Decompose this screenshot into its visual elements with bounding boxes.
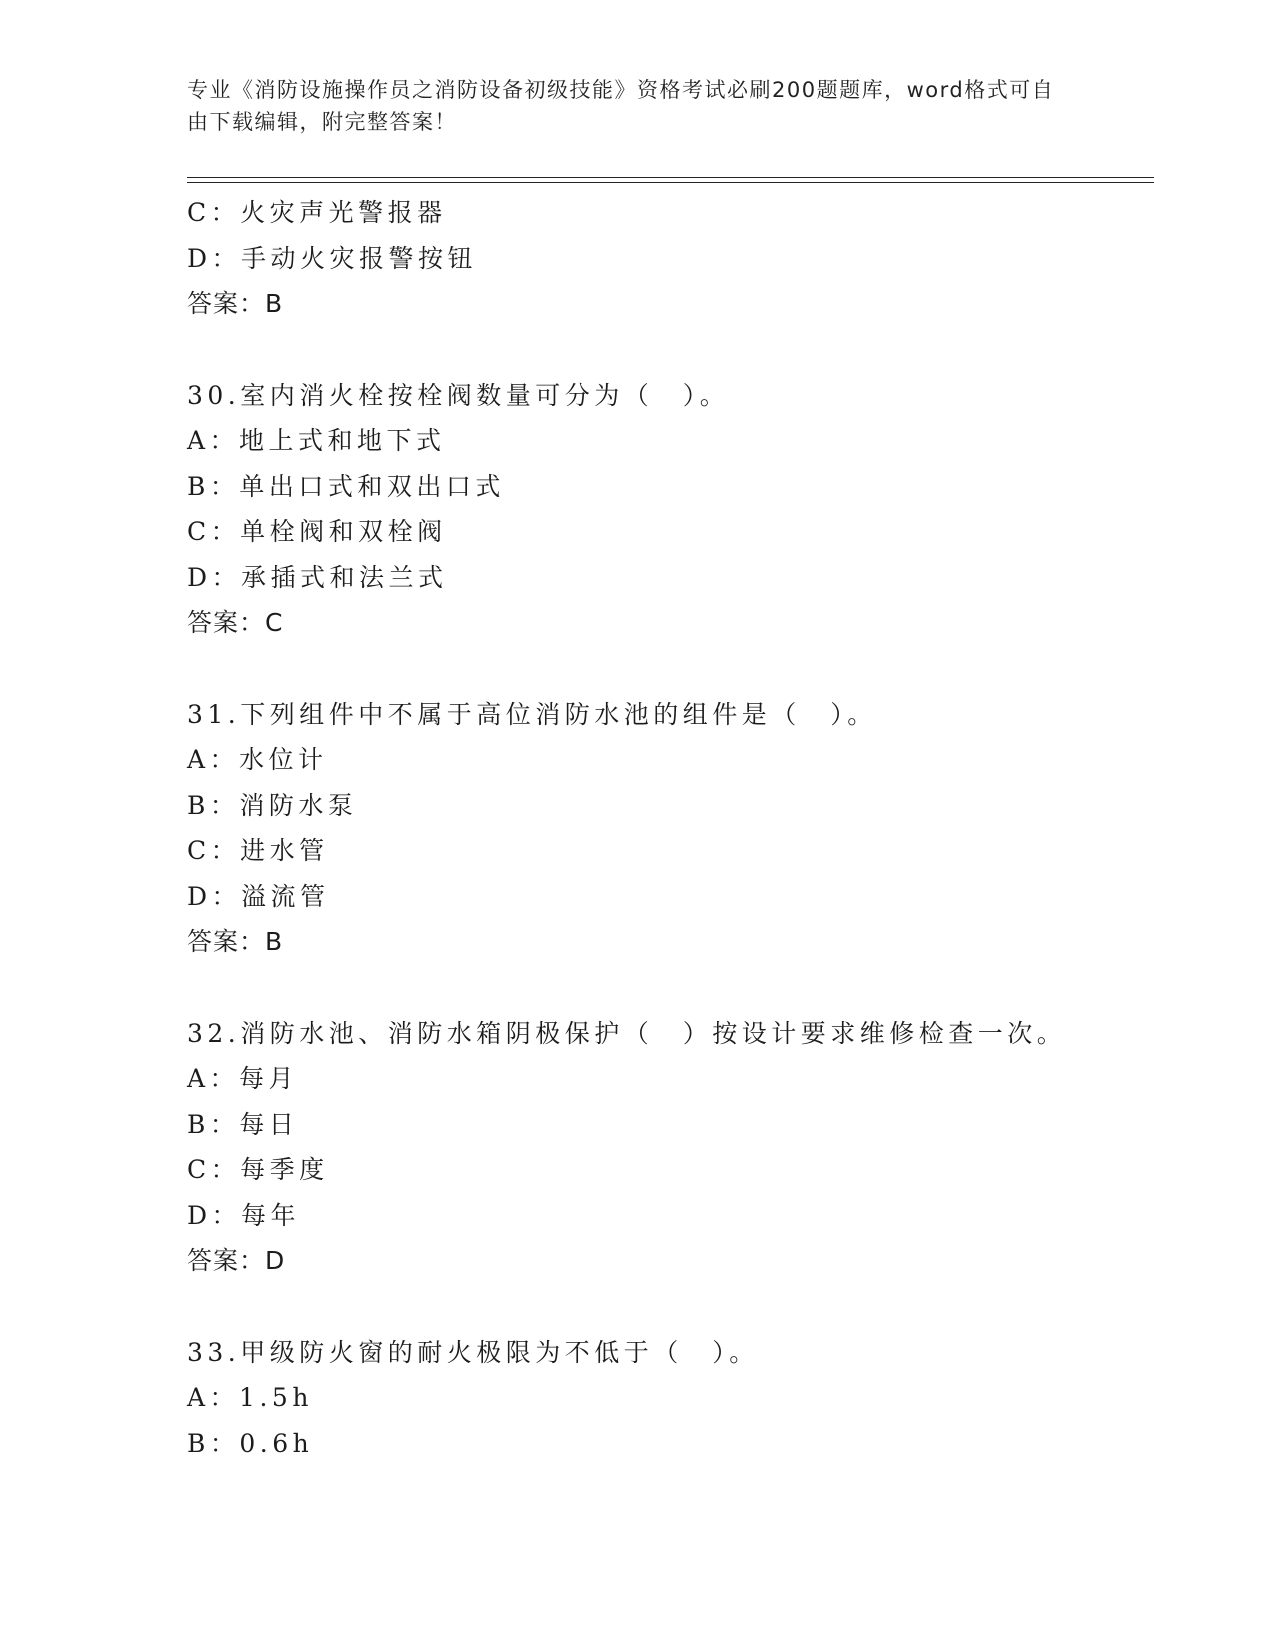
option-d: D：手动火灾报警按钮 — [187, 243, 478, 273]
answer-line: 答案：B — [187, 927, 284, 956]
option-b: B：每日 — [187, 1109, 299, 1139]
option-c: C：进水管 — [187, 836, 329, 865]
option-b: B：0.6h — [187, 1428, 314, 1458]
spacer — [187, 646, 1154, 692]
option-a: A：1.5h — [187, 1383, 313, 1412]
document-header: 专业《消防设施操作员之消防设备初级技能》资格考试必刷200题题库，word格式可自由下载编辑，附完整答案！ — [187, 78, 1055, 134]
option-a: A：地上式和地下式 — [187, 426, 446, 455]
question-block-33 — [187, 1330, 1154, 1467]
option-b: B：单出口式和双出口式 — [187, 471, 505, 501]
option-c: C：火灾声光警报器 — [187, 198, 447, 227]
option-b: B：消防水泵 — [187, 790, 358, 820]
spacer — [187, 965, 1154, 1011]
option-c: C：单栓阀和双栓阀 — [187, 517, 447, 546]
question-block-31 — [187, 692, 1154, 965]
option-a: A：水位计 — [187, 745, 328, 774]
question-list — [187, 190, 1154, 1466]
header-divider-top — [187, 177, 1154, 178]
question-block-prev — [187, 190, 1154, 327]
answer-line: 答案：B — [187, 289, 284, 318]
header-divider-bottom — [187, 182, 1154, 183]
spacer — [187, 1284, 1154, 1330]
question-block-32 — [187, 1011, 1154, 1284]
option-c: C：每季度 — [187, 1155, 329, 1184]
question-stem: 32.消防水池、消防水箱阴极保护（ ）按设计要求维修检查一次。 — [187, 1018, 1067, 1048]
question-stem: 31.下列组件中不属于高位消防水池的组件是（ ）。 — [187, 699, 877, 729]
answer-line: 答案：C — [187, 608, 284, 637]
option-a: A：每月 — [187, 1064, 299, 1093]
option-d: D：每年 — [187, 1200, 301, 1230]
question-block-30 — [187, 373, 1154, 646]
question-stem: 30.室内消火栓按栓阀数量可分为（ ）。 — [187, 380, 730, 410]
option-d: D：溢流管 — [187, 881, 330, 911]
option-d: D：承插式和法兰式 — [187, 562, 448, 592]
spacer — [187, 327, 1154, 373]
question-stem: 33.甲级防火窗的耐火极限为不低于（ ）。 — [187, 1337, 759, 1367]
answer-line: 答案：D — [187, 1246, 286, 1275]
